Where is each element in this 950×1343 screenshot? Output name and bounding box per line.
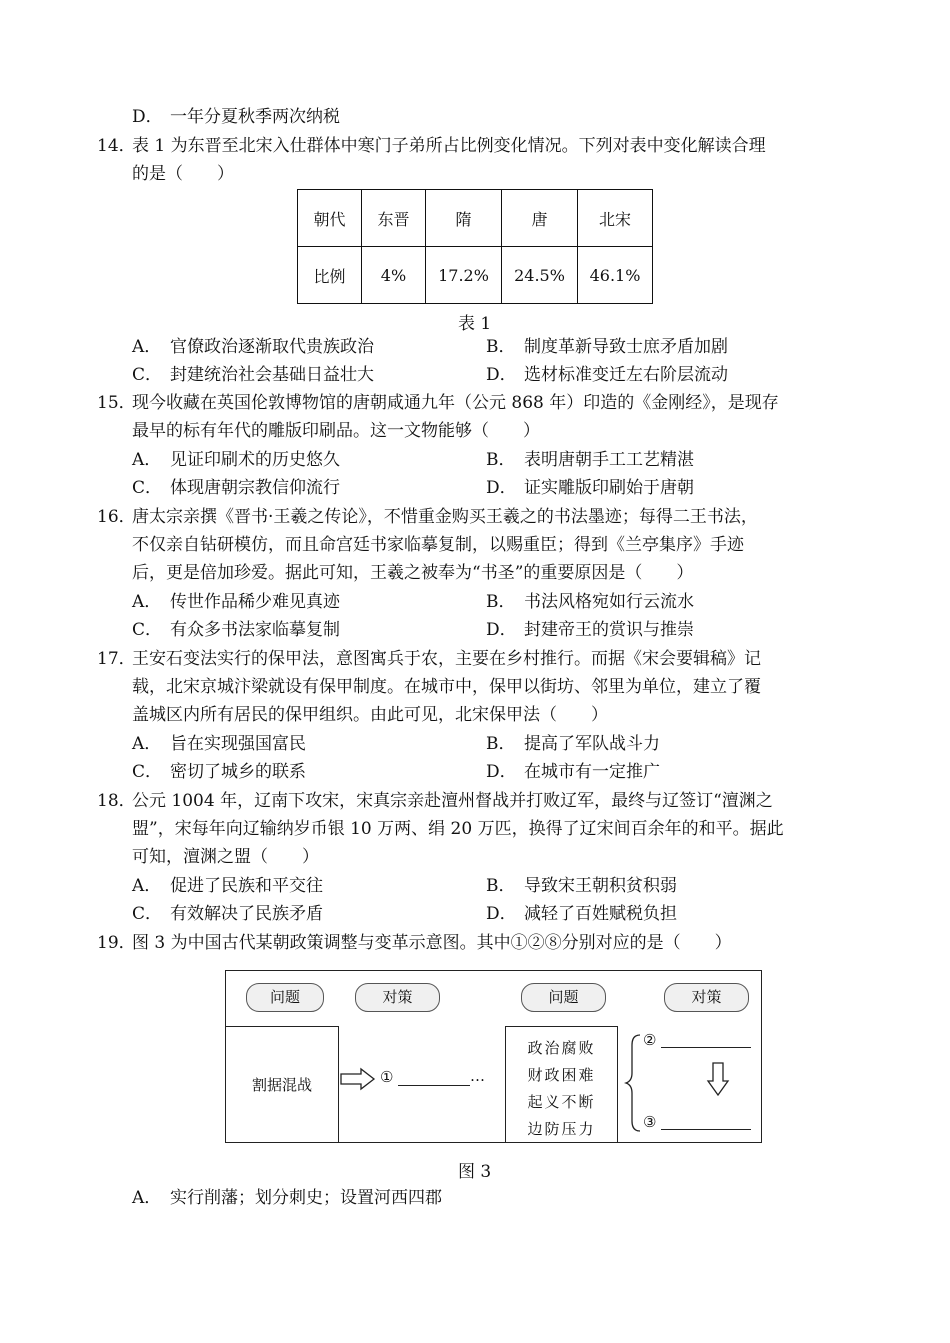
q14-option-c: C． 封建统治社会基础日益壮大 — [132, 365, 374, 385]
q17-stem-line3: 盖城区内所有居民的保甲组织。由此可见，北宋保甲法（ ） — [132, 705, 608, 725]
brace-icon — [624, 1033, 644, 1133]
q14-option-a: A． 官僚政治逐渐取代贵族政治 — [132, 337, 374, 357]
problem-item: 起义不断 — [527, 1093, 596, 1111]
table-1 — [297, 189, 653, 304]
table-cell: 唐 — [502, 190, 578, 247]
table-cell: 比例 — [298, 247, 362, 304]
table-caption: 表 1 — [458, 314, 492, 334]
pill-problem-2: 问题 — [521, 983, 606, 1012]
table-row — [298, 247, 653, 304]
q18-option-c: C． 有效解决了民族矛盾 — [132, 904, 323, 924]
q14-stem-line2: 的是（ ） — [132, 164, 234, 184]
q17-option-d: D． 在城市有一定推广 — [486, 762, 660, 782]
q15-stem-line2: 最早的标有年代的雕版印刷品。这一文物能够（ ） — [132, 421, 540, 441]
figure-caption: 图 3 — [458, 1162, 492, 1182]
box-problem-1: 割据混战 — [226, 1026, 339, 1143]
q16-option-a: A． 传世作品稀少难见真迹 — [132, 592, 340, 612]
q14-option-d: D． 选材标准变迁左右阶层流动 — [486, 365, 728, 385]
table-cell: 北宋 — [578, 190, 653, 247]
table-cell: 4% — [362, 247, 426, 304]
q19-option-a: A． 实行削藩；划分刺史；设置河西四郡 — [132, 1188, 442, 1208]
table-cell: 17.2% — [426, 247, 502, 304]
q16-option-b: B． 书法风格宛如行云流水 — [486, 592, 694, 612]
marker-3: ③ — [643, 1113, 657, 1131]
q15-option-d: D． 证实雕版印刷始于唐朝 — [486, 478, 694, 498]
problem-item: 财政困难 — [527, 1066, 596, 1084]
q15-option-a: A． 见证印刷术的历史悠久 — [132, 450, 340, 470]
q18-stem-line2: 盟”，宋每年向辽输纳岁币银 10 万两、绢 20 万匹，换得了辽宋间百余年的和平。据此 — [132, 819, 784, 839]
pill-solution-2: 对策 — [664, 983, 749, 1012]
q18-option-d: D． 减轻了百姓赋税负担 — [486, 904, 677, 924]
table-cell: 24.5% — [502, 247, 578, 304]
pill-problem-1: 问题 — [246, 983, 324, 1012]
figure-3-diagram — [225, 970, 762, 1143]
table-cell: 隋 — [426, 190, 502, 247]
down-arrow-icon — [706, 1061, 730, 1097]
q19-stem-line1: 19．图 3 为中国古代某朝政策调整与变革示意图。其中①②⑧分别对应的是（ ） — [97, 933, 732, 953]
marker-1: ① — [380, 1068, 394, 1086]
q14-stem-line1: 14．表 1 为东晋至北宋入仕群体中寒门子弟所占比例变化情况。下列对表中变化解读合理 — [97, 136, 766, 156]
q16-stem-line2: 不仅亲自钻研模仿，而且命宫廷书家临摹复制，以赐重臣；得到《兰亭集序》手迹 — [132, 535, 744, 555]
q16-option-c: C． 有众多书法家临摹复制 — [132, 620, 340, 640]
q18-option-a: A． 促进了民族和平交往 — [132, 876, 323, 896]
table-cell: 朝代 — [298, 190, 362, 247]
q16-stem-line3: 后，更是倍加珍爱。据此可知，王羲之被奉为“书圣”的重要原因是（ ） — [132, 563, 694, 583]
q18-stem-line1: 18．公元 1004 年，辽南下攻宋，宋真宗亲赴澶州督战并打败辽军，最终与辽签订“澶渊之 — [97, 791, 773, 811]
q15-option-b: B． 表明唐朝手工工艺精湛 — [486, 450, 694, 470]
q14-option-b: B． 制度革新导致士庶矛盾加剧 — [486, 337, 728, 357]
q16-stem-line1: 16．唐太宗亲撰《晋书·王羲之传论》，不惜重金购买王羲之的书法墨迹；每得二王书法， — [97, 507, 758, 527]
q17-option-b: B． 提高了军队战斗力 — [486, 734, 660, 754]
table-cell: 东晋 — [362, 190, 426, 247]
q13-option-d: D． 一年分夏秋季两次纳税 — [132, 107, 340, 127]
blank-2 — [661, 1047, 751, 1048]
q18-stem-line3: 可知，澶渊之盟（ ） — [132, 847, 319, 867]
ellipsis: … — [470, 1067, 485, 1085]
pill-solution-1: 对策 — [355, 983, 440, 1012]
marker-2: ② — [643, 1031, 657, 1049]
problem-item: 政治腐败 — [527, 1039, 596, 1057]
q18-option-b: B． 导致宋王朝积贫积弱 — [486, 876, 677, 896]
q17-stem-line2: 载，北宋京城汴梁就设有保甲制度。在城市中，保甲以街坊、邻里为单位，建立了覆 — [132, 677, 761, 697]
q17-option-a: A． 旨在实现强国富民 — [132, 734, 306, 754]
q15-stem-line1: 15．现今收藏在英国伦敦博物馆的唐朝咸通九年（公元 868 年）印造的《金刚经》，是现存 — [97, 393, 779, 413]
box-problem-2 — [505, 1026, 618, 1143]
q15-option-c: C． 体现唐朝宗教信仰流行 — [132, 478, 340, 498]
table-cell: 46.1% — [578, 247, 653, 304]
q17-option-c: C． 密切了城乡的联系 — [132, 762, 306, 782]
q17-stem-line1: 17．王安石变法实行的保甲法，意图寓兵于农，主要在乡村推行。而据《宋会要辑稿》记 — [97, 649, 761, 669]
right-arrow-icon — [339, 1067, 377, 1091]
blank-1 — [398, 1085, 470, 1086]
blank-3 — [661, 1129, 751, 1130]
problem-item: 边防压力 — [527, 1120, 596, 1138]
table-header-row — [298, 190, 653, 247]
q16-option-d: D． 封建帝王的赏识与推崇 — [486, 620, 694, 640]
